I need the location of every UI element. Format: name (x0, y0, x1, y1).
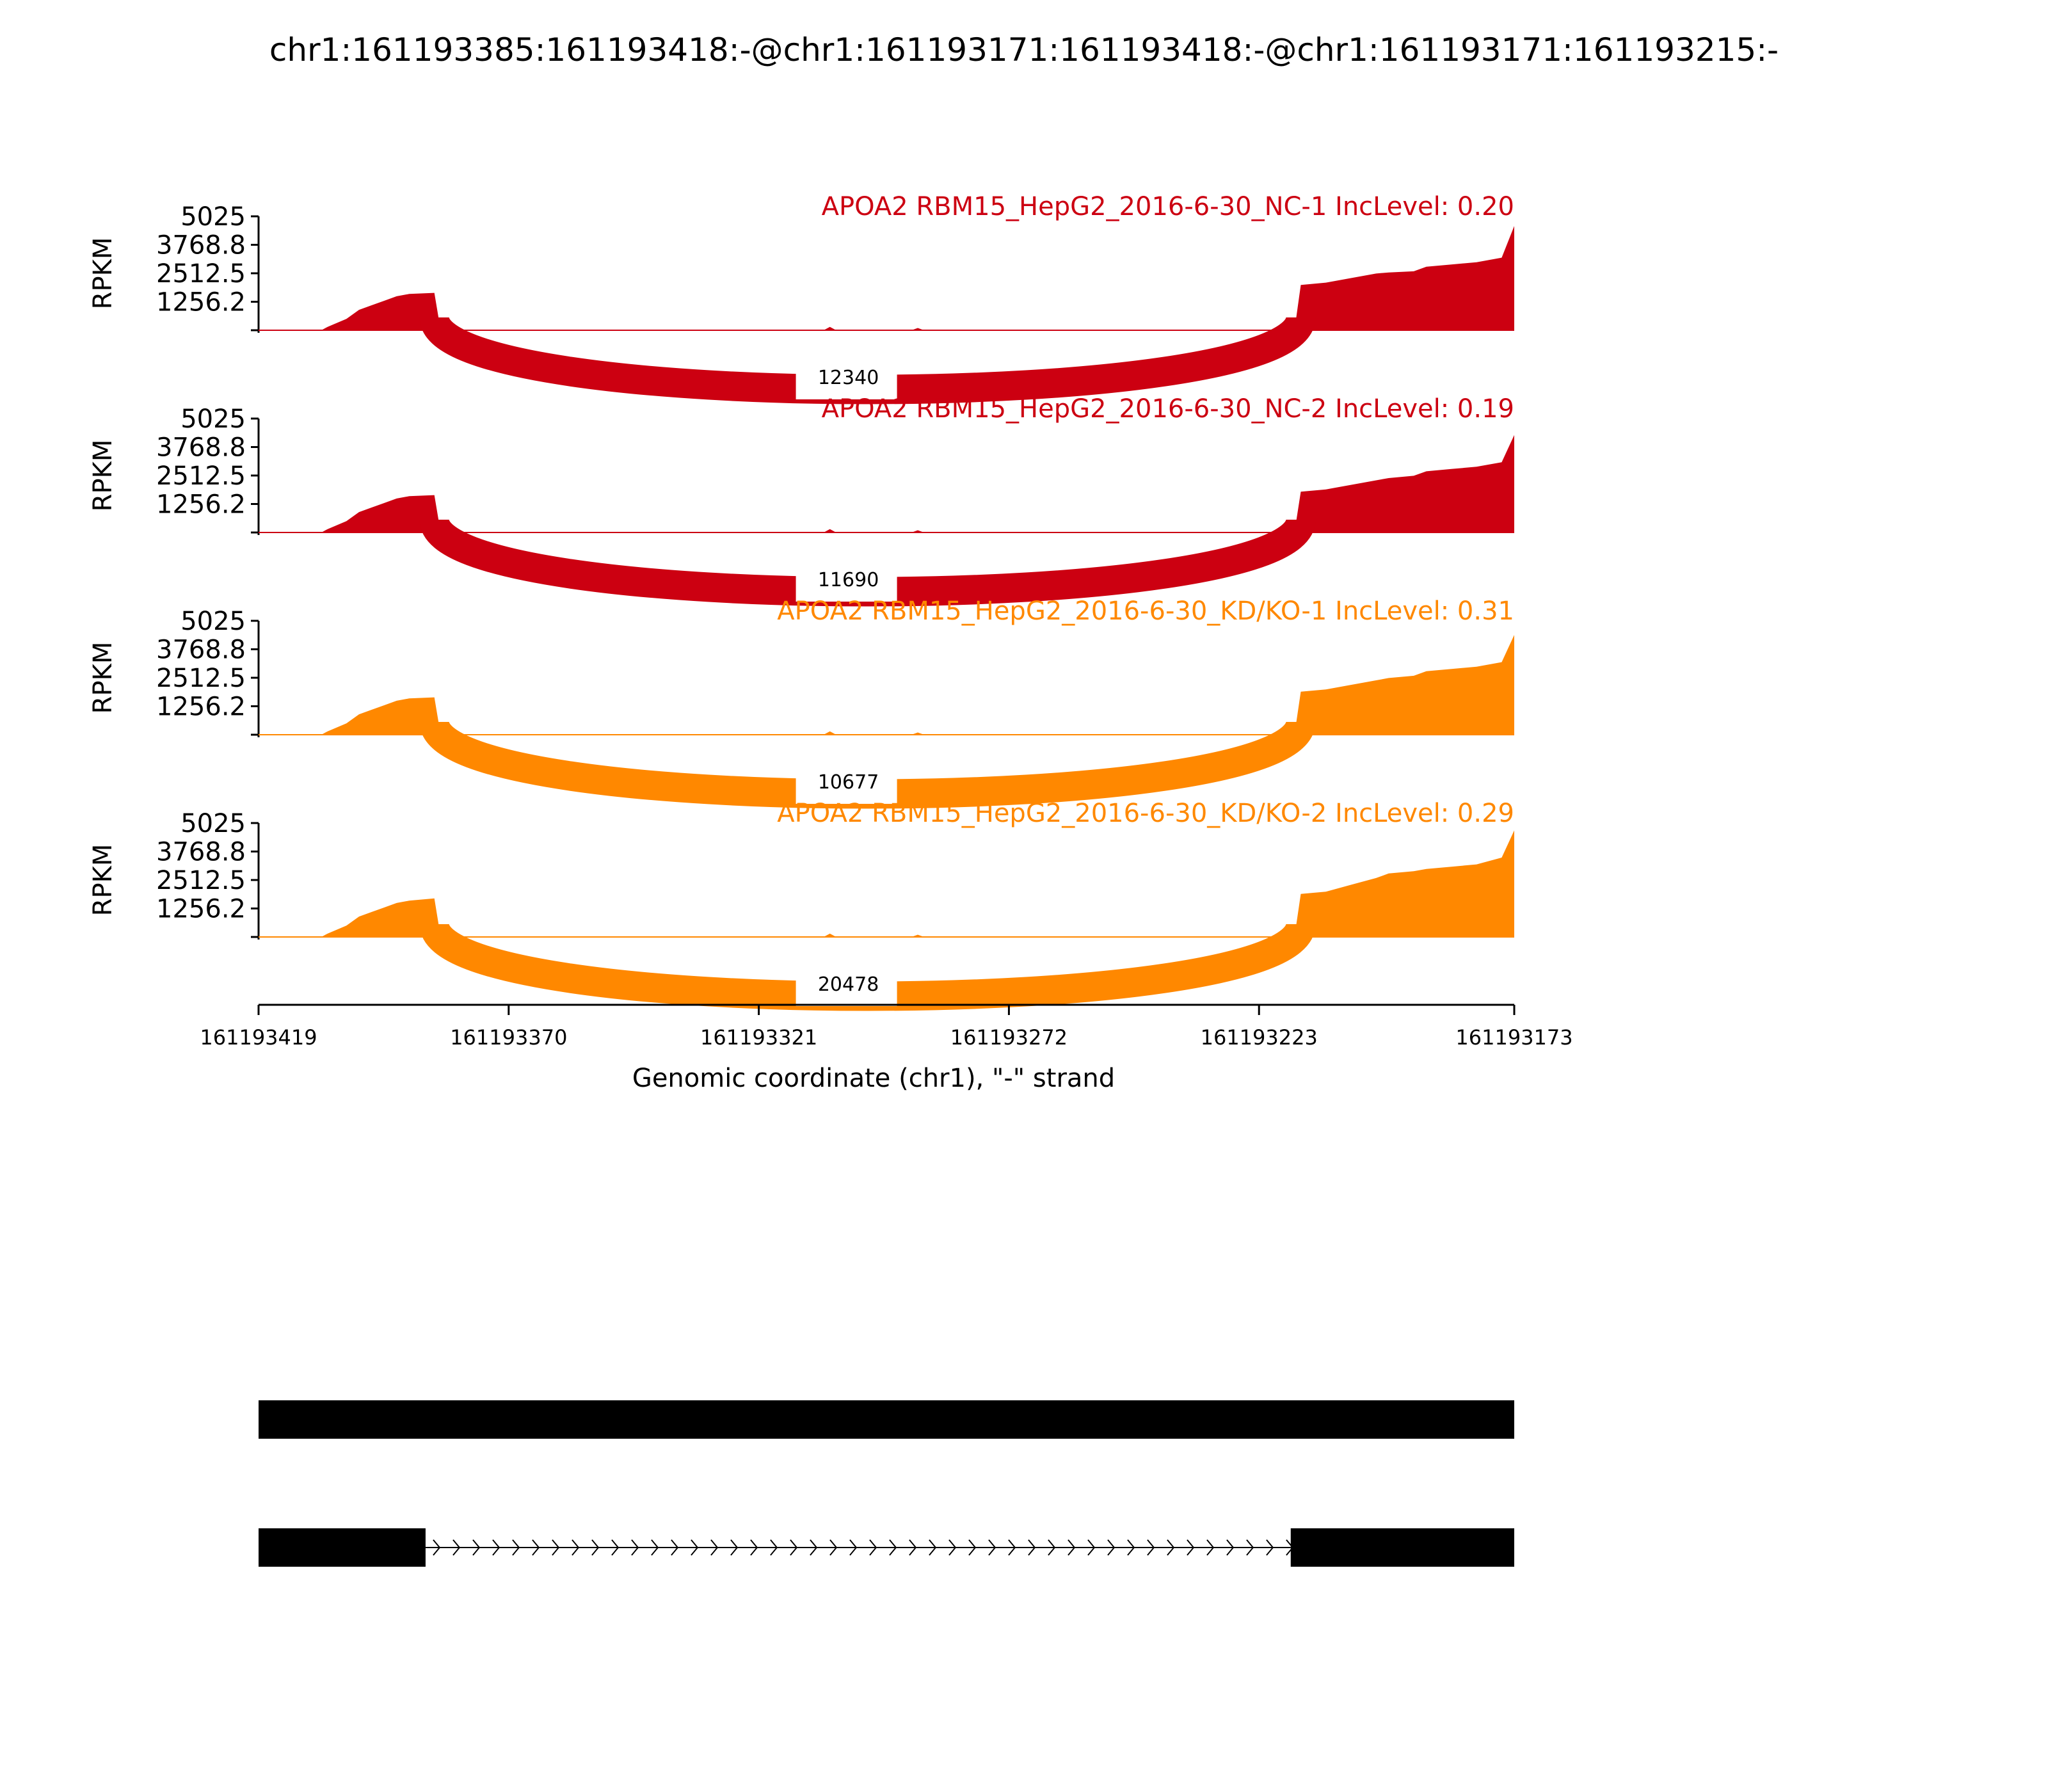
junction-count-label: 11690 (817, 569, 879, 591)
x-axis-label: Genomic coordinate (chr1), "-" strand (632, 1064, 1116, 1093)
y-tick-label: 1256.2 (156, 894, 246, 924)
x-tick-label: 161193173 (1455, 1025, 1573, 1050)
sample-label: APOA2 RBM15_HepG2_2016-6-30_NC-2 IncLevel: 0.19 (821, 394, 1514, 424)
y-axis-label: RPKM (88, 844, 118, 916)
y-tick-label: 5025 (180, 607, 246, 636)
x-tick-label: 161193370 (450, 1025, 568, 1050)
junction-count-label: 20478 (817, 973, 879, 996)
y-tick-label: 2512.5 (156, 664, 246, 693)
sample-label: APOA2 RBM15_HepG2_2016-6-30_KD/KO-1 IncLevel: 0.31 (777, 596, 1514, 626)
sample-label: APOA2 RBM15_HepG2_2016-6-30_KD/KO-2 IncLevel: 0.29 (777, 799, 1514, 828)
y-axis-label: RPKM (88, 641, 118, 714)
exon-block (259, 1528, 426, 1567)
exon-block (259, 1400, 1514, 1439)
y-tick-label: 1256.2 (156, 490, 246, 520)
y-tick-label: 3768.8 (156, 635, 246, 665)
y-axis-label: RPKM (88, 439, 118, 512)
chart-title: chr1:161193385:161193418:-@chr1:161193171:161193418:-@chr1:161193171:161193215:- (269, 31, 1779, 68)
y-axis-label: RPKM (88, 237, 118, 310)
transcript-full-exon (259, 1400, 1514, 1439)
y-tick-label: 5025 (180, 202, 246, 232)
exon-block (1291, 1528, 1514, 1567)
y-tick-label: 2512.5 (156, 259, 246, 289)
y-tick-label: 5025 (180, 809, 246, 838)
junction-count-label: 12340 (817, 367, 879, 389)
x-tick-label: 161193419 (200, 1025, 317, 1050)
junction-count-label: 10677 (817, 771, 879, 794)
x-tick-label: 161193272 (950, 1025, 1068, 1050)
y-tick-label: 3768.8 (156, 230, 246, 260)
y-tick-label: 5025 (180, 404, 246, 434)
y-tick-label: 3768.8 (156, 837, 246, 867)
y-tick-label: 3768.8 (156, 433, 246, 463)
y-tick-label: 2512.5 (156, 866, 246, 895)
y-tick-label: 1256.2 (156, 692, 246, 722)
sample-label: APOA2 RBM15_HepG2_2016-6-30_NC-1 IncLevel: 0.20 (821, 192, 1514, 221)
y-tick-label: 2512.5 (156, 461, 246, 491)
x-tick-label: 161193321 (700, 1025, 818, 1050)
y-tick-label: 1256.2 (156, 287, 246, 317)
x-tick-label: 161193223 (1200, 1025, 1318, 1050)
